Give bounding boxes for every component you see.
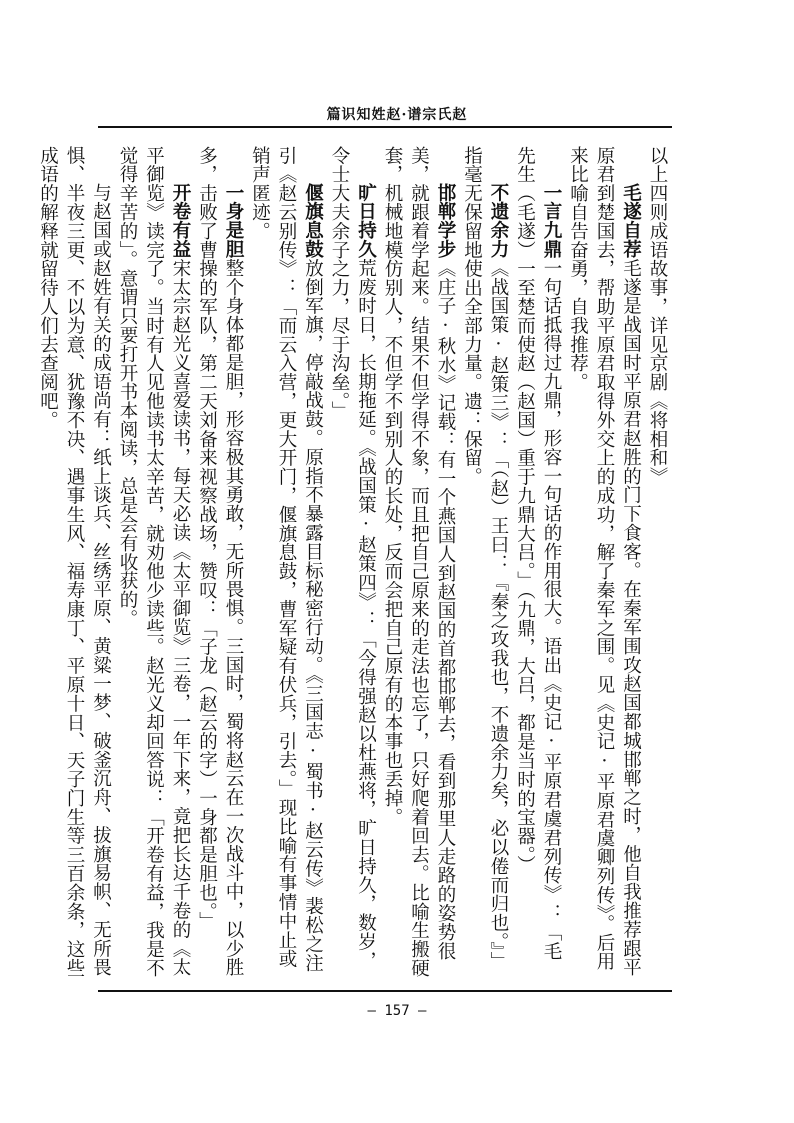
idiom-term: 开卷有益 bbox=[170, 183, 191, 259]
idiom-term: 一言九鼎 bbox=[541, 183, 562, 259]
idiom-term: 旷日持久 bbox=[355, 183, 377, 259]
idiom-explanation: 宋太宗赵光义喜爱读书，每天必读《太平御览》三卷，一年下来，竟把长达千卷的《太平御览》读完了。当时有人见他读书太辛苦，就劝他少读些。赵光义却回答说：「开卷有益，我是不觉得辛苦的」。意谓只要打开书本阅读，总是会有收获的。 bbox=[117, 146, 191, 978]
idiom-entry bbox=[458, 146, 511, 978]
idiom-term: 邯郸学步 bbox=[435, 183, 456, 259]
vertical-text-body bbox=[37, 146, 670, 978]
idiom-explanation: 整个身体都是胆，形容极其勇敢，无所畏惧。三国时，蜀将赵云在一次战斗中，以少胜多，击败了曹操的军队，第二天刘备来视察战场，赞叹：「子龙（赵云的字）一身都是胆也。」 bbox=[196, 146, 244, 977]
idiom-term: 一身是胆 bbox=[223, 183, 244, 259]
intro-line: 以上四则成语故事，详见京剧《将相和》 bbox=[647, 146, 668, 487]
idiom-explanation: 一句话抵得过九鼎，形容一句话的作用很大。语出《史记·平原君虞君列传》：「毛先生（毛遂）一至楚而使赵（赵国）重于九鼎大吕。」（九鼎，大吕，都是当时的宝器。） bbox=[514, 146, 562, 961]
idiom-term: 不遗余力 bbox=[488, 183, 509, 259]
closing-paragraph: 与赵国或赵姓有关的成语尚有：纸上谈兵、丝绣平原、黄粱一梦、破釜沉舟、拔旗易帜、无所畏惧、半夜三更、不以为意、犹豫不决、遇事生风、福寿康丁、平原十日、天子门生等三百余条，这些成语的解释就留待人们去查阅吧。 bbox=[37, 146, 112, 978]
idiom-term: 毛遂自荐 bbox=[620, 183, 642, 259]
idiom-explanation: 《庄子·秋水》记载：有一个燕国人到赵国的首都邯郸去，看到那里人走路的姿势很美，就跟着学起来。结果不但学得不象，而且把自己原来的走法也忘了，只好爬着回去。比喻生搬硬套，机械地模仿别人，不但学不到别人的长处，反而会把自己原有的本事也丢掉。 bbox=[382, 146, 456, 978]
header-rule bbox=[98, 126, 672, 128]
idiom-entry bbox=[564, 146, 644, 978]
page-number: – 157 – bbox=[367, 1003, 427, 1019]
running-header: 篇识知姓赵·谱宗氏赵 bbox=[326, 107, 468, 123]
idiom-explanation: 放倒军旗，停敲战鼓。原指不暴露目标秘密行动。《三国志·蜀书·赵云传》裴松之注引《赵云别传》：「而云入营，更大开门，偃旗息鼓，曹军疑有伏兵，引去。」现比喻有事情中止或销声匿迹。 bbox=[249, 146, 324, 973]
idiom-entry bbox=[511, 146, 564, 978]
idiom-explanation: 毛遂是战国时平原君赵胜的门下食客。在秦军围攻赵国都城邯郸之时，他自我推荐跟平原君到楚国去，帮助平原君取得外交上的成功，解了秦军之围。见《史记·平原君虞卿列传》。后用来比喻自告奋勇，自我推荐。 bbox=[567, 146, 642, 977]
idiom-explanation: 《战国策·赵策三》：「（赵）王曰：『秦之攻我也，不遗余力矣，必以倦而归也。』」指毫无保留地使出全部力量。遗：保留。 bbox=[461, 146, 509, 971]
idiom-entry bbox=[326, 146, 379, 978]
idiom-entry bbox=[193, 146, 246, 978]
idiom-entry bbox=[246, 146, 326, 978]
footer-rule bbox=[98, 990, 672, 992]
idiom-entry bbox=[379, 146, 459, 978]
idiom-entry bbox=[114, 146, 194, 978]
idiom-term: 偃旗息鼓 bbox=[302, 183, 324, 259]
idiom-explanation: 荒废时日，长期拖延。《战国策·赵策四》：「今得强赵以杜燕将，旷日持久，数岁，令士大夫余子之力，尽于沟垒。」 bbox=[329, 146, 377, 971]
